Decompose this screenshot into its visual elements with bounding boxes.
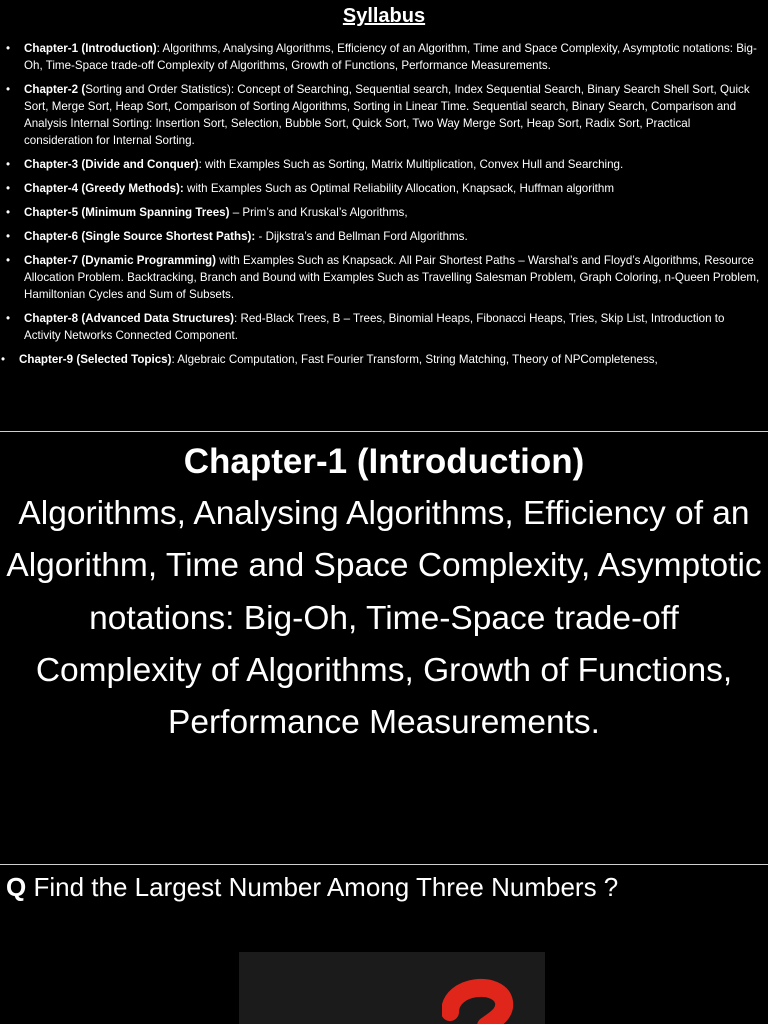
chapter-heading: Chapter-9 (Selected Topics) [19,353,172,366]
chapter-heading: Chapter-2 ( [24,83,86,96]
syllabus-slide [0,0,768,431]
question-line [6,870,766,904]
syllabus-item-chapter-1 [0,40,760,74]
syllabus-item-chapter-7 [0,252,760,303]
syllabus-item-chapter-9 [0,351,760,368]
chapter-heading: Chapter-7 (Dynamic Programming) [24,254,216,267]
syllabus-item-chapter-4 [0,180,760,197]
syllabus-item-chapter-6 [0,228,760,245]
syllabus-item-chapter-3 [0,156,760,173]
chapter-heading: Chapter-6 (Single Source Shortest Paths): [24,230,256,243]
chapter-topics: : Algebraic Computation, Fast Fourier Transform, String Matching, Theory of NPCompleteness, [171,353,658,366]
chapter-heading: Chapter-1 (Introduction) [24,42,157,55]
syllabus-list [0,40,760,375]
chapter-topics: – Prim’s and Kruskal’s Algorithms, [229,206,408,219]
chapter-slide [0,433,768,864]
question-slide [0,866,768,1024]
syllabus-item-chapter-5 [0,204,760,221]
slide-divider [0,431,768,432]
syllabus-item-chapter-2 [0,81,760,149]
chapter-topics: with Examples Such as Optimal Reliability Allocation, Knapsack, Huffman algorithm [183,182,615,195]
question-mark-image [239,952,545,1024]
chapter-topics: with Examples Such as Knapsack. All Pair Shortest Paths – Warshal’s and Floyd’s Algorithms, Resource Allocation Problem. Backtracking, Branch and Bound with Examples Such as Travelling Salesman Problem, Graph Coloring, n-Queen Problem, Hamiltonian Cycles and Sum of Subsets. [24,254,760,301]
chapter-heading: Chapter-3 (Divide and Conquer) [24,158,199,171]
chapter-body: Algorithms, Analysing Algorithms, Efficiency of an Algorithm, Time and Space Complexity, Asymptotic notations: Big-Oh, Time-Space trade-off Complexity of Algorithms, Growth of Functions, Performance Measurements. [6,495,762,742]
syllabus-title: Syllabus [342,5,426,27]
chapter-topics: Sorting and Order Statistics): Concept of Searching, Sequential search, Index Sequential Search, Binary Search Shell Sort, Quick Sort, Merge Sort, Heap Sort, Comparison of Sorting Algorithms, Sorting in Linear Time. Sequential search, Binary Search, Comparison and Analysis Internal Sorting: Insertion Sort, Selection, Bubble Sort, Quick Sort, Two Way Merge Sort, Heap Sort, Radix Sort, Practical consideration for Internal Sorting. [24,83,750,147]
question-text: Find the Largest Number Among Three Numbers ? [26,872,619,902]
question-marker: Q [6,872,27,902]
chapter-heading: Chapter-4 (Greedy Methods): [24,182,184,195]
syllabus-item-chapter-8 [0,310,760,344]
chapter-heading: Chapter-8 (Advanced Data Structures) [24,312,235,325]
chapter-title: Chapter-1 (Introduction) [183,442,585,481]
chapter-topics: : with Examples Such as Sorting, Matrix Multiplication, Convex Hull and Searching. [198,158,624,171]
chapter-topics: : Algorithms, Analysing Algorithms, Efficiency of an Algorithm, Time and Space Complexity, Asymptotic notations: Big-Oh, Time-Space trade-off Complexity of Algorithms, Growth of Functions, Performance Measurements. [24,42,757,72]
chapter-topics: : Red-Black Trees, B – Trees, Binomial Heaps, Fibonacci Heaps, Tries, Skip List, Introduction to Activity Networks Connected Component. [24,312,725,342]
chapter-heading: Chapter-5 (Minimum Spanning Trees) [24,206,230,219]
question-mark-icon [442,972,522,1024]
slide-divider [0,864,768,865]
chapter-topics: - Dijkstra’s and Bellman Ford Algorithms. [255,230,468,243]
